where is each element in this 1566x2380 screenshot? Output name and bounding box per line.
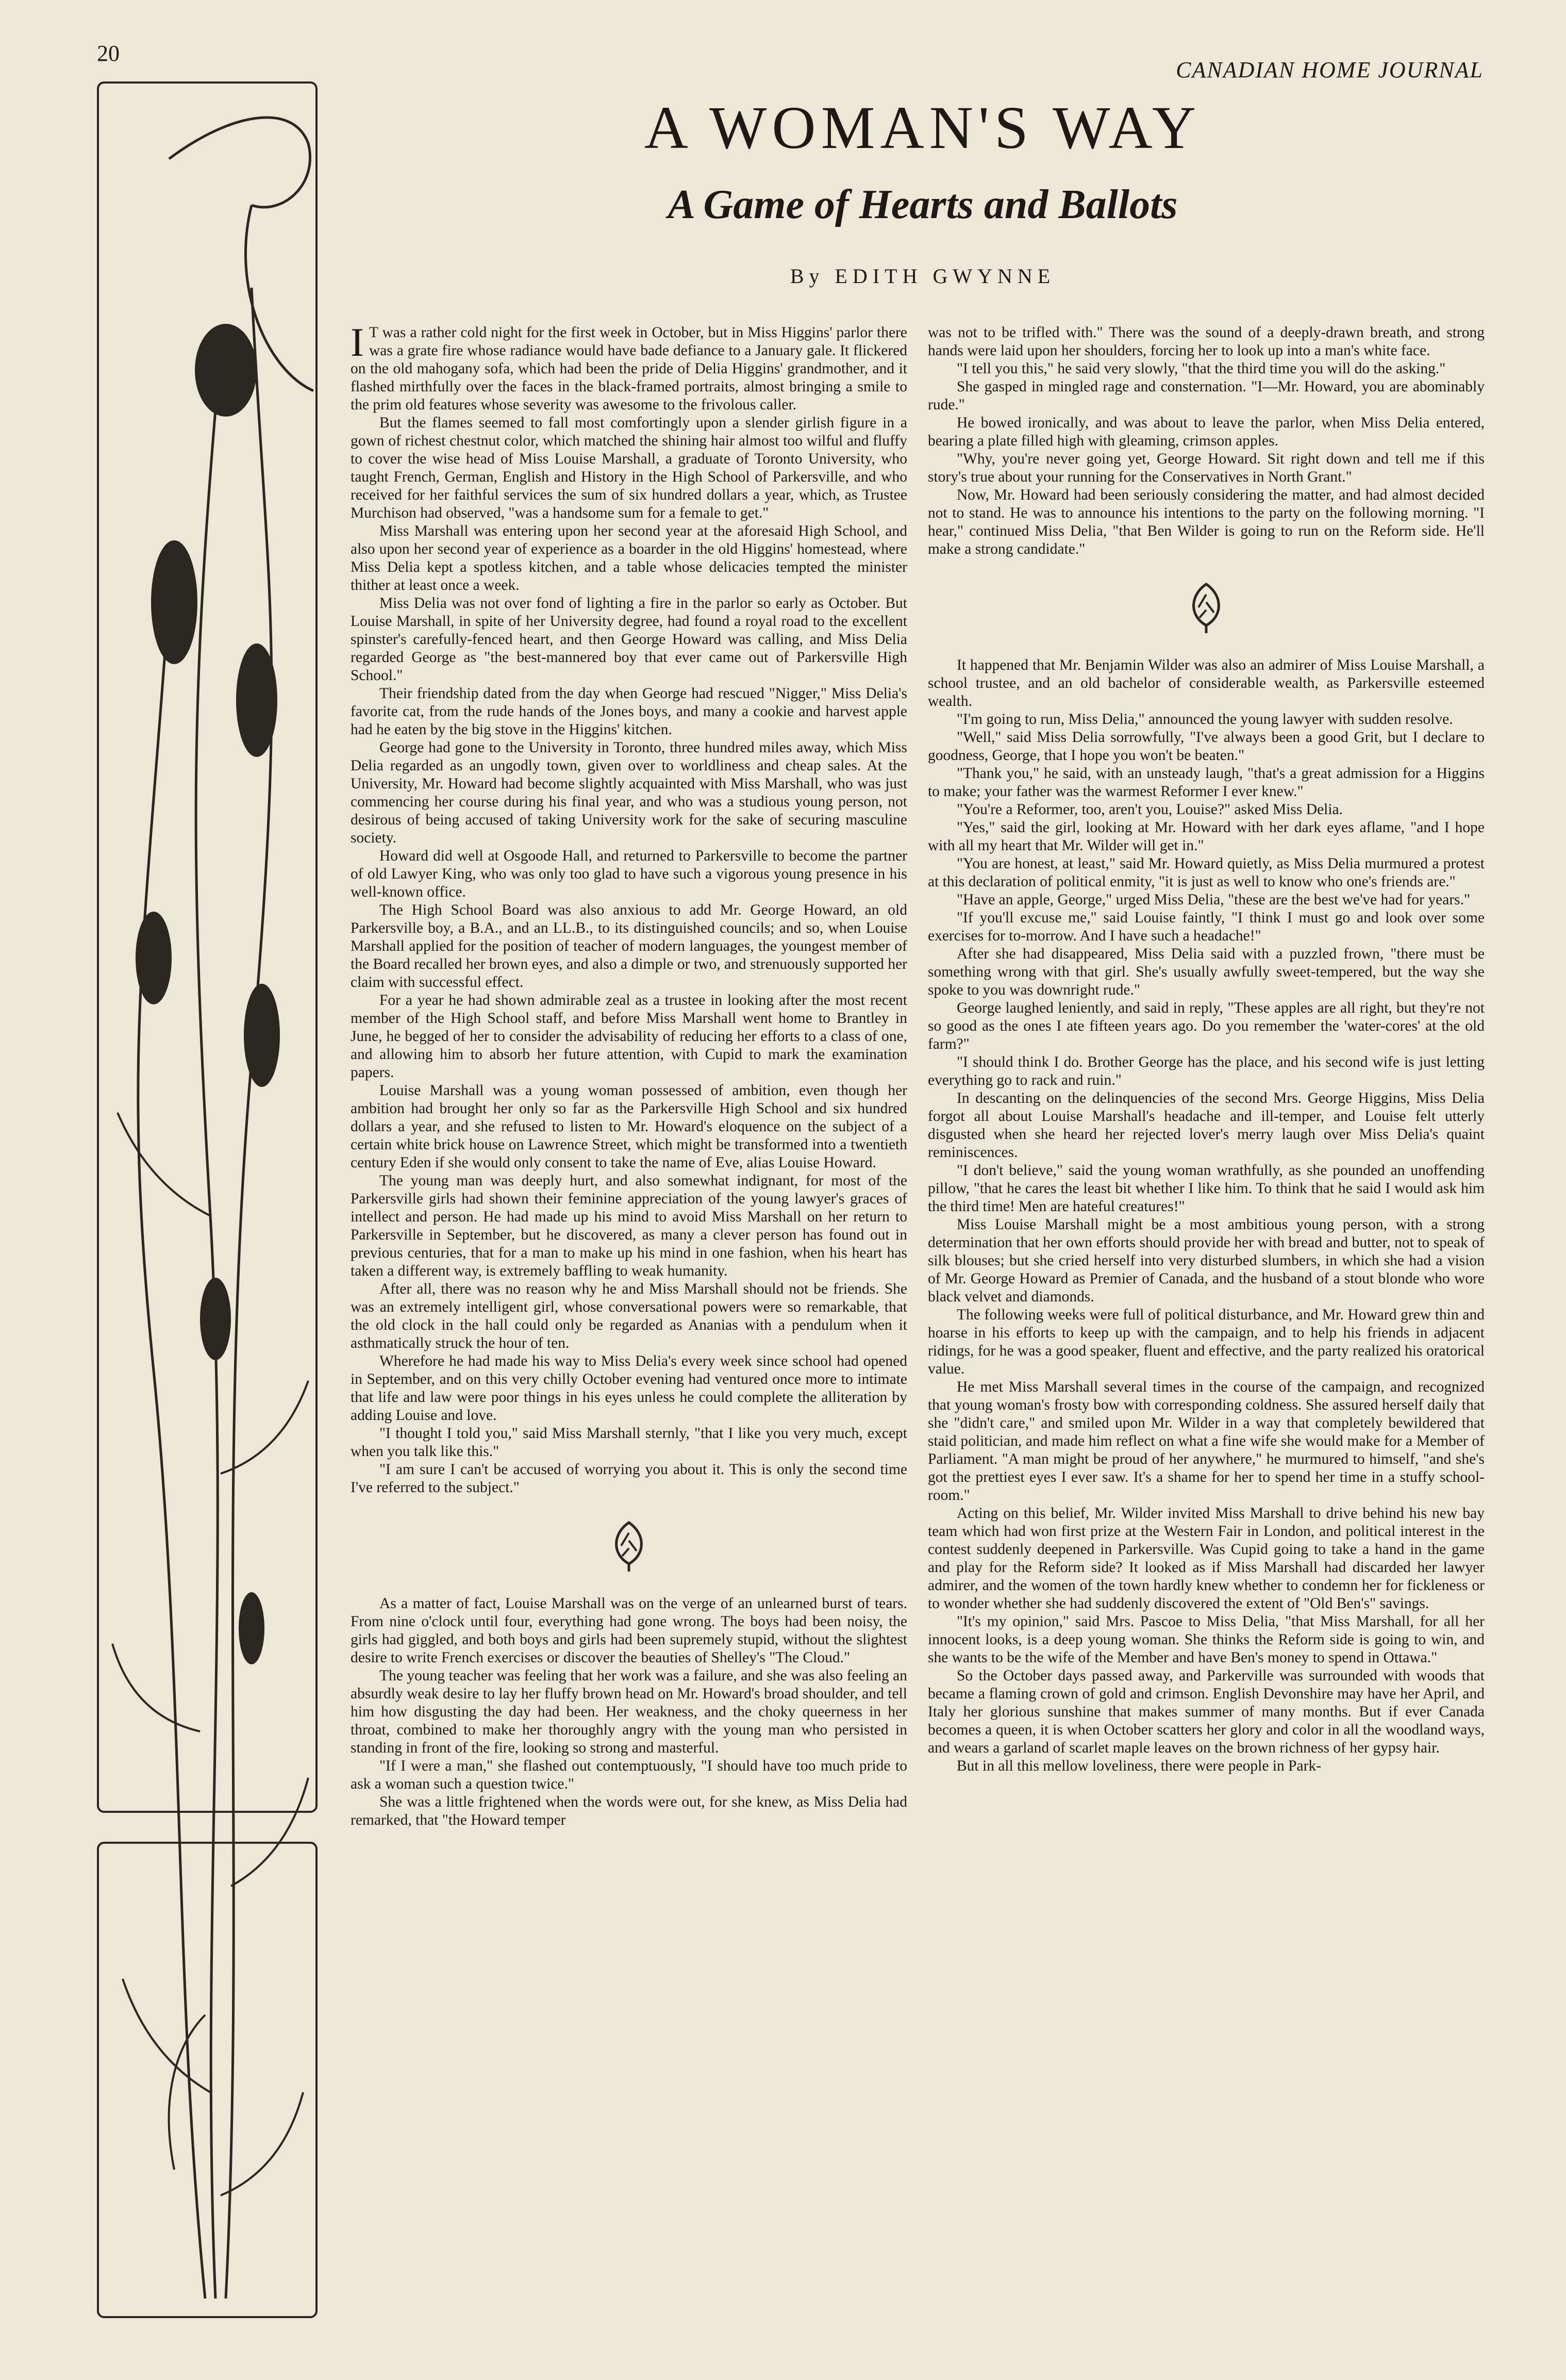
paragraph: George laughed leniently, and said in reply, "These apples are all right, but they're not so good as the ones I ate fifteen years ago. Do you remember the 'water-cores' at the old farm?": [928, 1000, 1485, 1052]
paragraph: "If I were a man," she flashed out contemptuously, "I should have too much pride to ask a woman such a question twice.": [351, 1758, 907, 1792]
paragraph: After she had disappeared, Miss Delia said with a puzzled frown, "there must be something wrong with that girl. She's usually awfully sweet-tempered, but the way she spoke to you was downright rude.": [928, 946, 1485, 998]
paragraph: "Have an apple, George," urged Miss Delia, "these are the best we've had for years.": [957, 891, 1471, 908]
paragraph: He met Miss Marshall several times in the course of the campaign, and recognized that young woman's frosty bow with corresponding coldness. She assured herself daily that she "didn't care," and smiled upon Mr. Wilder in a way that completely bewildered that staid politician, and made him reflect on what a fine wife she would make for a Member of Parliament. "A man might be proud of her anywhere," he murmured to himself, "and she's got the prettiest eyes I ever saw. It's a shame for her to spend her time in a stuffy school-room.": [928, 1379, 1485, 1503]
paragraph: "Thank you," he said, with an unsteady laugh, "that's a great admission for a Higgins to make; your father was the warmest Reformer I ever knew.": [928, 765, 1485, 800]
paragraph: In descanting on the delinquencies of the second Mrs. George Higgins, Miss Delia forgot all about Louise Marshall's headache and ill-temper, and Louise felt utterly disgusted when she heard her rejected lover's merry laugh over Miss Delia's quaint reminiscences.: [928, 1090, 1485, 1161]
paragraph: "I don't believe," said the young woman wrathfully, as she pounded an unoffending pillow, "that he cares the least bit whether I like him. To think that he said I would ask him the third time! Men are hateful creatures!": [928, 1162, 1485, 1215]
article-column-left: [351, 324, 907, 2335]
paragraph: "I'm going to run, Miss Delia," announced the young lawyer with sudden resolve.: [957, 711, 1453, 728]
paragraph: "You're a Reformer, too, aren't you, Louise?" asked Miss Delia.: [957, 801, 1343, 818]
paragraph: Miss Louise Marshall might be a most ambitious young person, with a strong determination that her own efforts should provide her with bread and butter, not to speak of silk blouses; but she cried herself into very disturbed slumbers, in which she had a vision of Mr. George Howard as Premier of Canada, and the husband of a stout blonde who wore black velvet and diamonds.: [928, 1216, 1485, 1305]
paragraph: So the October days passed away, and Parkerville was surrounded with woods that became a flaming crown of gold and crimson. English Devonshire may have her April, and Italy her glorious sunshine that makes summer of many months. But if ever Canada becomes a queen, it is when October scatters her glory and color in all the woodland ways, and wears a garland of scarlet maple leaves on the brown richness of her gypsy hair.: [928, 1667, 1485, 1756]
leaf-ornament-icon: [606, 1517, 652, 1574]
paragraph: "I tell you this," he said very slowly, "that the third time you will do the asking.": [957, 360, 1446, 377]
paragraph: was not to be trifled with." There was the sound of a deeply-drawn breath, and strong hands were laid upon her shoulders, forcing her to look up into a man's white face.: [928, 324, 1485, 359]
paragraph-text: T was a rather cold night for the first week in October, but in Miss Higgins' parlor there was a grate fire whose radiance would have bade defiance to a January gale. It flickered on the old mahogany sofa, which had been the pride of Delia Higgins' grandmother, and it flashed mirthfully over the faces in the black-framed portraits, almost bringing a smile to the prim old features whose severity was awesome to the frivolous caller.: [351, 324, 907, 413]
paragraph: But in all this mellow loveliness, there were people in Park-: [957, 1758, 1322, 1774]
article-column-right: [928, 324, 1485, 2335]
paragraph: She gasped in mingled rage and consternation. "I—Mr. Howard, you are abominably rude.": [928, 378, 1485, 413]
drop-cap: I: [351, 324, 364, 365]
goldenrod-illustration: [97, 81, 319, 2319]
paragraph: The young teacher was feeling that her work was a failure, and she was also feeling an absurdly weak desire to lay her fluffy brown head on Mr. Howard's broad shoulder, and tell him how disgusting the day had been. Her weakness, and the choky queerness in her throat, combined to make her thoroughly angry with the young man who persisted in standing in front of the fire, looking so strong and masterful.: [351, 1667, 907, 1756]
paragraph: Miss Delia was not over fond of lighting a fire in the parlor so early as October. But Louise Marshall, in spite of her University degree, had found a royal road to the excellent spinster's carefully-fenced heart, and then George Howard was calling, and Miss Delia regarded George as "the best-mannered boy that ever came out of Parkersville High School.": [351, 595, 907, 684]
paragraph: "I thought I told you," said Miss Marshall sternly, "that I like you very much, except when you talk like this.": [351, 1425, 907, 1460]
paragraph: After all, there was no reason why he and Miss Marshall should not be friends. She was an extremely intelligent girl, whose conversational powers were so remarkable, that the old clock in the hall could only be regarded as Ananias with a pendulum when it asthmatically struck the hour of ten.: [351, 1281, 907, 1351]
section-ornament: [928, 558, 1485, 656]
paragraph: Now, Mr. Howard had been seriously considering the matter, and had almost decided not to stand. He was to announce his intentions to the party on the following morning. "I hear," continued Miss Delia, "that Ben Wilder is going to run on the Reform side. He'll make a strong candidate.": [928, 487, 1485, 557]
paragraph: But the flames seemed to fall most comfortingly upon a slender girlish figure in a gown of richest chestnut color, which matched the shining hair almost too wilful and fluffy to cover the wise head of Miss Louise Marshall, a graduate of Toronto University, who taught French, German, English and History in the High School of Parkersville, and who received for her faithful services the sum of six hundred dollars a year, which, as Trustee Murchison had observed, "was a handsome sum for a female to get.": [351, 415, 907, 521]
paragraph: As a matter of fact, Louise Marshall was on the verge of an unlearned burst of tears. From nine o'clock until four, everything had gone wrong. The boys had been noisy, the girls had giggled, and both boys and girls had been supremely stupid, without the slightest desire to write French exercises or discover the beauties of Shelley's "The Cloud.": [351, 1595, 907, 1666]
paragraph: "It's my opinion," said Mrs. Pascoe to Miss Delia, "that Miss Marshall, for all her innocent looks, is a deep young woman. She thinks the Reform side is going to win, and she wants to be the wife of the Member and have Ben's money to spend in Ottawa.": [928, 1613, 1485, 1666]
paragraph: The young man was deeply hurt, and also somewhat indignant, for most of the Parkersville girls had shown their feminine appreciation of the young lawyer's graces of intellect and person. He had made up his mind to avoid Miss Marshall on her return to Parkersville in September, but he discovered, as many a clever person has found out in previous centuries, that for a man to make up his mind in one fashion, when his heart has taken a different way, is extremely baffling to weak humanity.: [351, 1172, 907, 1279]
running-head: CANADIAN HOME JOURNAL: [1176, 57, 1484, 82]
paragraph: "I should think I do. Brother George has the place, and his second wife is just letting everything go to rack and ruin.": [928, 1054, 1485, 1088]
paragraph: She was a little frightened when the words were out, for she knew, as Miss Delia had remarked, that "the Howard temper: [351, 1794, 907, 1828]
paragraph: "You are honest, at least," said Mr. Howard quietly, as Miss Delia murmured a protest at this declaration of political enmity, "it is just as well to know who one's friends are.": [928, 855, 1485, 890]
paragraph: [351, 324, 907, 414]
paragraph: The High School Board was also anxious to add Mr. George Howard, an old Parkersville boy, a B.A., and an LL.B., to its distinguished councils; and so, when Louise Marshall applied for the position of teacher of modern languages, the youngest member of the Board recalled her brown eyes, and also a dimple or two, and strenuously supported her claim with successful effect.: [351, 902, 907, 990]
paragraph: Miss Marshall was entering upon her second year at the aforesaid High School, and also upon her second year of experience as a boarder in the old Higgins' homestead, where Miss Delia kept a spotless kitchen, and a table whose delicacies tempted the minister thither at least once a week.: [351, 523, 907, 593]
paragraph: Wherefore he had made his way to Miss Delia's every week since school had opened in September, and on this very chilly October evening had ventured once more to intimate that life and law were poor things in his eyes unless he could complete the alliteration by adding Louise and love.: [351, 1353, 907, 1424]
paragraph: It happened that Mr. Benjamin Wilder was also an admirer of Miss Louise Marshall, a school trustee, and an old bachelor of considerable wealth, as Parkersville esteemed wealth.: [928, 657, 1485, 709]
paragraph: He bowed ironically, and was about to leave the parlor, when Miss Delia entered, bearing a plate filled high with gleaming, crimson apples.: [928, 415, 1485, 449]
paragraph: "Yes," said the girl, looking at Mr. Howard with her dark eyes aflame, "and I hope with all my heart that Mr. Wilder will get in.": [928, 819, 1485, 854]
paragraph: Acting on this belief, Mr. Wilder invited Miss Marshall to drive behind his new bay team which had won first prize at the Western Fair in London, and political interest in the contest suddenly deepened in Parkersville. Was Cupid going to take a hand in the game and play for the Reform side? It looked as if Miss Marshall had discarded her lawyer admirer, and the women of the town hardly knew whether to condemn her for fickleness or to wonder whether she had suddenly discovered the extent of "Old Ben's" savings.: [928, 1505, 1485, 1612]
page-number: 20: [97, 41, 120, 66]
paragraph: Their friendship dated from the day when George had rescued "Nigger," Miss Delia's favorite cat, from the rude hands of the Jones boys, and many a cookie and harvest apple had he eaten by the big stove in the Higgins' kitchen.: [351, 685, 907, 738]
paragraph: Louise Marshall was a young woman possessed of ambition, even though her ambition had brought her only so far as the Parkersville High School and six hundred dollars a year, and she refused to listen to Mr. Howard's eloquence on the subject of a certain white brick house on Lawrence Street, which might be transformed into a twentieth century Eden if she would only consent to take the name of Eve, alias Louise Howard.: [351, 1082, 907, 1171]
paragraph: "If you'll excuse me," said Louise faintly, "I think I must go and look over some exercises for to-morrow. And I have such a headache!": [928, 910, 1485, 944]
paragraph: The following weeks were full of political disturbance, and Mr. Howard grew thin and hoarse in his efforts to keep up with the campaign, and to help his friends in adjacent ridings, for he was a good speaker, fluent and effective, and the party realized his oratorical value.: [928, 1307, 1485, 1377]
article-title: A WOMAN'S WAY: [644, 94, 1202, 161]
leaf-ornament-icon: [1183, 579, 1229, 636]
paragraph: "Well," said Miss Delia sorrowfully, "I've always been a good Grit, but I declare to goodness, George, that I hope you won't be beaten.": [928, 729, 1485, 764]
article-byline: By EDITH GWYNNE: [790, 265, 1056, 288]
paragraph: Howard did well at Osgoode Hall, and returned to Parkersville to become the partner of old Lawyer King, who was only too glad to have such a vigorous young presence in his well-known office.: [351, 848, 907, 900]
article-subtitle: A Game of Hearts and Ballots: [668, 182, 1178, 227]
paragraph: For a year he had shown admirable zeal as a trustee in looking after the most recent member of the High School staff, and before Miss Marshall went home to Brantley in June, he begged of her to consider the advisability of reducing her efforts to a class of one, and allowing him to absorb her future attention, with Cupid to mark the examination papers.: [351, 992, 907, 1081]
paragraph: George had gone to the University in Toronto, three hundred miles away, which Miss Delia regarded as an ungodly town, given over to worldliness and cheap sales. At the University, Mr. Howard had become slightly acquainted with Miss Marshall, who was just commencing her course during his final year, and who was a studious young person, not desirous of being accused of taking University work for the sake of securing masculine society.: [351, 739, 907, 846]
paragraph: "I am sure I can't be accused of worrying you about it. This is only the second time I've referred to the subject.": [351, 1461, 907, 1496]
paragraph: "Why, you're never going yet, George Howard. Sit right down and tell me if this story's true about your running for the Conservatives in North Grant.": [928, 451, 1485, 485]
section-ornament: [351, 1497, 907, 1595]
